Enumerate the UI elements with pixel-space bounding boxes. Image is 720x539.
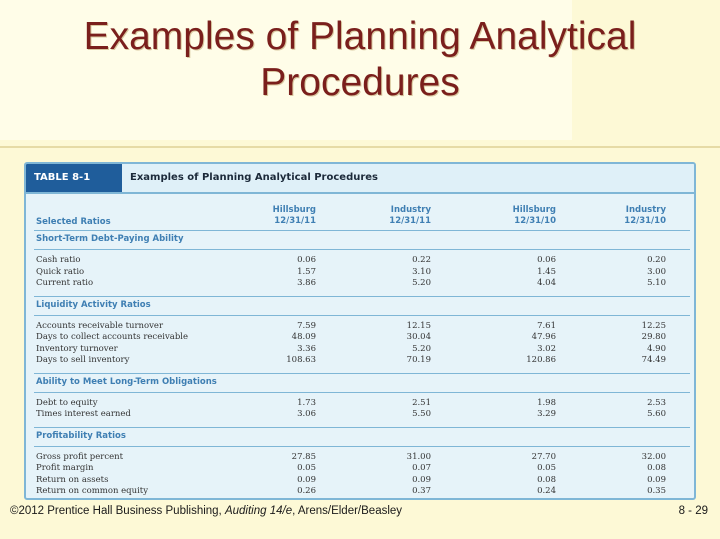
column-header-line2: 12/31/10 (514, 216, 556, 226)
ratio-label: Cash ratio (36, 255, 81, 265)
ratio-value: 0.06 (537, 255, 556, 265)
ratio-value: 0.37 (412, 486, 431, 496)
section-title: Short-Term Debt-Paying Ability (36, 234, 184, 244)
ratio-value: 5.10 (647, 278, 666, 288)
ratio-value: 27.70 (531, 451, 556, 462)
ratio-value: 0.05 (537, 463, 556, 473)
ratio-value: 7.61 (537, 320, 556, 331)
section-title: Ability to Meet Long-Term Obligations (36, 376, 217, 387)
ratio-value: 29.80 (641, 332, 666, 342)
row-divider (34, 315, 690, 316)
section-title: Liquidity Activity Ratios (36, 299, 151, 310)
column-header-line2: 12/31/10 (624, 216, 666, 226)
ratio-value: 5.50 (412, 409, 431, 419)
ratio-value: 0.24 (537, 486, 556, 496)
ratio-value: 32.00 (641, 451, 666, 462)
column-header-line1: Industry (625, 205, 666, 215)
ratio-value: 0.09 (297, 474, 316, 485)
ratio-table (24, 162, 696, 500)
row-divider (34, 296, 690, 297)
ratio-label: Profit margin (36, 463, 94, 473)
ratio-label: Quick ratio (36, 266, 85, 277)
ratio-value: 2.53 (647, 397, 666, 408)
ratio-value: 0.08 (647, 463, 666, 473)
ratio-value: 3.36 (297, 343, 316, 354)
slide-title-line-2: Procedures (260, 61, 460, 104)
ratio-label: Times interest earned (36, 409, 131, 419)
row-divider (34, 392, 690, 393)
ratio-value: 0.22 (412, 255, 431, 265)
ratio-value: 70.19 (406, 355, 431, 365)
column-header-line1: Hillsburg (272, 205, 316, 215)
ratio-value: 3.06 (297, 409, 316, 419)
ratio-label: Inventory turnover (36, 343, 118, 354)
ratio-value: 0.08 (537, 474, 556, 485)
ratio-value: 3.10 (412, 266, 431, 277)
ratio-value: 3.86 (297, 278, 316, 288)
ratio-value: 108.63 (286, 355, 316, 365)
ratio-label: Accounts receivable turnover (36, 320, 164, 331)
ratio-value: 5.20 (412, 278, 431, 288)
selected-ratios-label: Selected Ratios (36, 217, 111, 227)
ratio-value: 48.09 (291, 332, 316, 342)
ratio-value: 12.25 (641, 320, 666, 331)
ratio-value: 3.00 (647, 266, 666, 277)
ratio-label: Current ratio (36, 278, 94, 288)
table-header-bar (26, 164, 694, 194)
ratio-value: 2.51 (412, 397, 431, 408)
slide-page-number: 8 - 29 (678, 505, 708, 517)
row-divider (34, 230, 690, 231)
ratio-value: 0.35 (647, 486, 666, 496)
row-divider (34, 249, 690, 250)
row-divider (34, 446, 690, 447)
ratio-value: 1.73 (297, 397, 316, 408)
ratio-value: 74.49 (641, 355, 666, 365)
ratio-value: 0.20 (647, 255, 666, 265)
ratio-value: 30.04 (406, 332, 431, 342)
ratio-value: 5.60 (647, 409, 666, 419)
row-divider (34, 373, 690, 374)
ratio-label: Gross profit percent (36, 451, 124, 462)
ratio-value: 1.57 (297, 266, 316, 277)
ratio-value: 7.59 (297, 320, 316, 331)
section-title: Profitability Ratios (36, 430, 126, 441)
ratio-value: 5.20 (412, 343, 431, 354)
column-header-line1: Industry (390, 205, 431, 215)
footer-publisher: ©2012 Prentice Hall Business Publishing, (10, 505, 225, 517)
row-divider (34, 427, 690, 428)
ratio-value: 120.86 (526, 355, 556, 365)
ratio-label: Return on common equity (36, 486, 149, 496)
column-header-line2: 12/31/11 (274, 216, 316, 226)
ratio-value: 47.96 (531, 332, 556, 342)
ratio-value: 0.09 (412, 474, 431, 485)
ratio-value: 31.00 (406, 451, 431, 462)
footer-copyright (10, 505, 402, 517)
table-caption: Examples of Planning Analytical Procedures (130, 172, 379, 183)
table-number: TABLE 8-1 (26, 164, 122, 192)
ratio-value: 0.07 (412, 463, 431, 473)
ratio-value: 1.45 (537, 266, 556, 277)
ratio-value: 12.15 (406, 320, 431, 331)
ratio-value: 0.09 (647, 474, 666, 485)
ratio-value: 27.85 (291, 451, 316, 462)
ratio-label: Debt to equity (36, 397, 98, 408)
ratio-value: 0.06 (297, 255, 316, 265)
ratio-value: 3.29 (537, 409, 556, 419)
ratio-value: 4.04 (537, 278, 556, 288)
footer-book-title: Auditing 14/e (224, 505, 293, 517)
ratio-value: 0.05 (297, 463, 316, 473)
ratio-value: 3.02 (537, 343, 556, 354)
ratio-value: 1.98 (537, 397, 556, 408)
column-header-line1: Hillsburg (512, 205, 556, 215)
ratio-value: 0.26 (297, 486, 316, 496)
divider (0, 146, 720, 148)
ratio-label: Days to sell inventory (36, 355, 130, 365)
ratio-label: Return on assets (36, 474, 109, 485)
footer-authors: , Arens/Elder/Beasley (292, 505, 403, 517)
ratio-label: Days to collect accounts receivable (36, 332, 189, 342)
ratio-value: 4.90 (647, 343, 666, 354)
slide-title-line-1: Examples of Planning Analytical (83, 15, 637, 58)
column-header-line2: 12/31/11 (389, 216, 431, 226)
slide-title (0, 14, 720, 106)
